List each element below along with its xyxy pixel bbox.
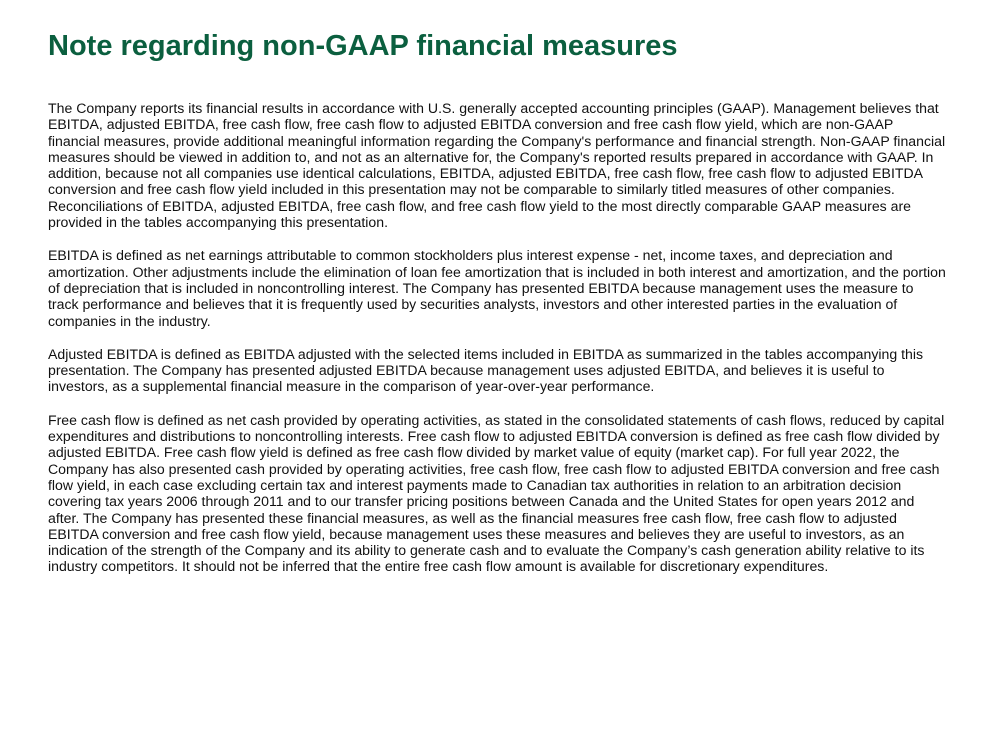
body-text bbox=[48, 100, 946, 575]
paragraph-free-cash-flow-definition: Free cash flow is defined as net cash provided by operating activities, as stated in the consolidated statements of cash flows, reduced by capital expenditures and distributions to noncontrolling interests. Free cash flow to adjusted EBITDA conversion is defined as free cash flow divided by adjusted EBITDA. Free cash flow yield is defined as free cash flow divided by market value of equity (market cap). For full year 2022, the Company has also presented cash provided by operating activities, free cash flow, free cash flow to adjusted EBITDA conversion and free cash flow yield, in each case excluding certain tax and interest payments made to Canadian tax authorities in relation to an arbitration decision covering tax years 2006 through 2011 and to our transfer pricing positions between Canada and the United States for open years 2012 and after. The Company has presented these financial measures, as well as the financial measures free cash flow, free cash flow to adjusted EBITDA conversion and free cash flow yield, because management uses these measures and believes they are useful to investors, as an indication of the strength of the Company and its ability to generate cash and to evaluate the Company’s cash generation ability relative to its industry competitors. It should not be inferred that the entire free cash flow amount is available for discretionary expenditures. bbox=[48, 411, 945, 575]
page-title: Note regarding non-GAAP financial measures bbox=[48, 30, 678, 62]
paragraph-ebitda-definition: EBITDA is defined as net earnings attributable to common stockholders plus interest expense - net, income taxes, and depreciation and amortization. Other adjustments include the elimination of loan fee amortization that is included in both interest and amortization, and the portion of depreciation that is included in noncontrolling interest. The Company has presented EBITDA because management uses the measure to track performance and believes that it is frequently used by securities analysts, investors and other interested parties in the evaluation of companies in the industry. bbox=[48, 247, 946, 329]
paragraph-adjusted-ebitda-definition: Adjusted EBITDA is defined as EBITDA adjusted with the selected items included in EBITDA as summarized in the tables accompanying this presentation. The Company has presented adjusted EBITDA because management uses adjusted EBITDA, and believes it is useful to investors, as a supplemental financial measure in the comparison of year-over-year performance. bbox=[48, 345, 924, 395]
paragraph-gaap-overview: The Company reports its financial results in accordance with U.S. generally accepted accounting principles (GAAP). Management believes that EBITDA, adjusted EBITDA, free cash flow, free cash flow to adjusted EBITDA conversion and free cash flow yield, which are non-GAAP financial measures, provide additional meaningful information regarding the Company's performance and financial strength. Non-GAAP financial measures should be viewed in addition to, and not as an alternative for, the Company's reported results prepared in accordance with GAAP. In addition, because not all companies use identical calculations, EBITDA, adjusted EBITDA, free cash flow, free cash flow to adjusted EBITDA conversion and free cash flow yield included in this presentation may not be comparable to similarly titled measures of other companies. Reconciliations of EBITDA, adjusted EBITDA, free cash flow, and free cash flow yield to the most directly comparable GAAP measures are provided in the tables accompanying this presentation. bbox=[48, 100, 946, 231]
